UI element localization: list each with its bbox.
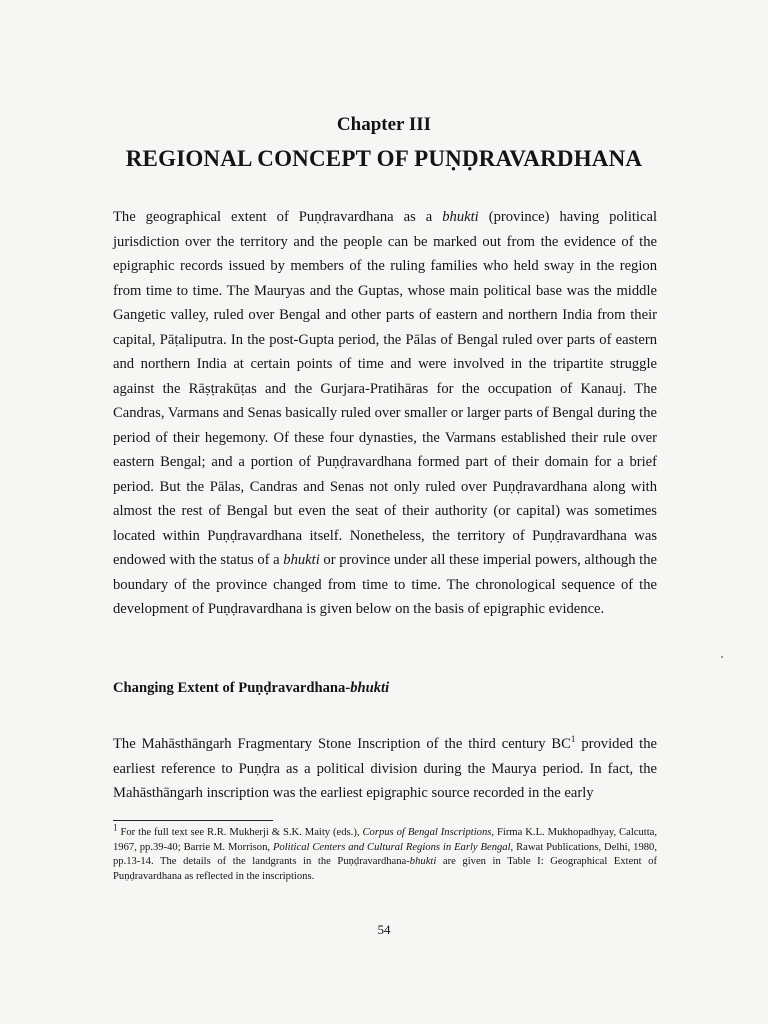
text-run: provided the earliest reference to Puṇḍra as a political division during the Maurya period. In fact, the Mahāsthāngarh inscription was the earliest epigraphic source recorded in the early [113,736,657,801]
chapter-title: REGIONAL CONCEPT OF PUṆḌRAVARDHANA [125,146,643,171]
italic-term: bhukti [350,680,390,696]
text-run: are given in Table I: Geographical Extent of Puṇḍravardhana as reflected in the inscriptions. [113,856,657,882]
text-run: The geographical extent of Puṇḍravardhana as a [113,209,443,225]
text-run: or province under all these imperial powers, although the boundary of the province changed from time to time. The chronological sequence of the development of Puṇḍravardhana is given below on the basis of epigraphic evidence. [113,552,657,617]
intro-paragraph [113,205,657,622]
footnote [113,822,658,884]
italic-term: bhukti [409,856,437,868]
chapter-number: Chapter III [336,114,432,135]
italic-term: bhukti [283,552,320,568]
text-run: (province) having political jurisdiction over the territory and the people can be marked out from the evidence of the epigraphic records issued by members of the ruling families who held sway in the region from time to time. The Mauryas and the Guptas, whose main political base was the middle Gangetic valley, ruled over Bengal and other parts of eastern and northern India from their capital, Pāṭaliputra. In the post-Gupta period, the Pālas of Bengal ruled over parts of eastern and northern India at certain points of time and were involved in the tripartite struggle against the Rāṣṭrakūṭas and the Gurjara-Pratihāras for the occupation of Kanauj. The Candras, Varmans and Senas basically ruled over smaller or larger parts of Bengal during the period of their hegemony. Of these four dynasties, the Varmans established their rule over eastern Bengal; and a portion of Puṇḍravardhana formed part of their domain for a brief period. But the Pālas, Candras and Senas not only ruled over Puṇḍravardhana along with almost the rest of Bengal but even the seat of their authority (or capital) was sometimes located within Puṇḍravardhana itself. Nonetheless, the territory of Puṇḍravardhana was endowed with the status of a [113,209,657,568]
body-paragraph [113,732,657,806]
section-heading [113,680,389,697]
text-run: The Mahāsthāngarh Fragmentary Stone Inscription of the third century BC [113,736,571,752]
footnote-marker: 1 [113,822,118,833]
scan-speck [721,656,723,658]
text-run: , Firma K.L. Mukhopadhyay, Calcutta, 1967, pp.39-40; Barrie M. Morrison, [113,827,658,853]
italic-term: bhukti [442,209,479,225]
text-run: , Rawat Publications, Delhi, 1980, pp.13-14. The details of the landgrants in the Puṇḍravardhana- [113,841,657,868]
footnote-marker: 1 [570,734,576,745]
page-number: 54 [377,922,391,937]
text-run: Changing Extent of Puṇḍravardhana- [113,680,351,696]
footnote-divider [113,820,273,821]
italic-term: Corpus of Bengal Inscriptions [362,827,492,838]
italic-term: Political Centers and Cultural Regions in Early Bengal [272,841,511,853]
text-run: For the full text see R.R. Mukherji & S.K. Maity (eds.), [117,827,363,838]
